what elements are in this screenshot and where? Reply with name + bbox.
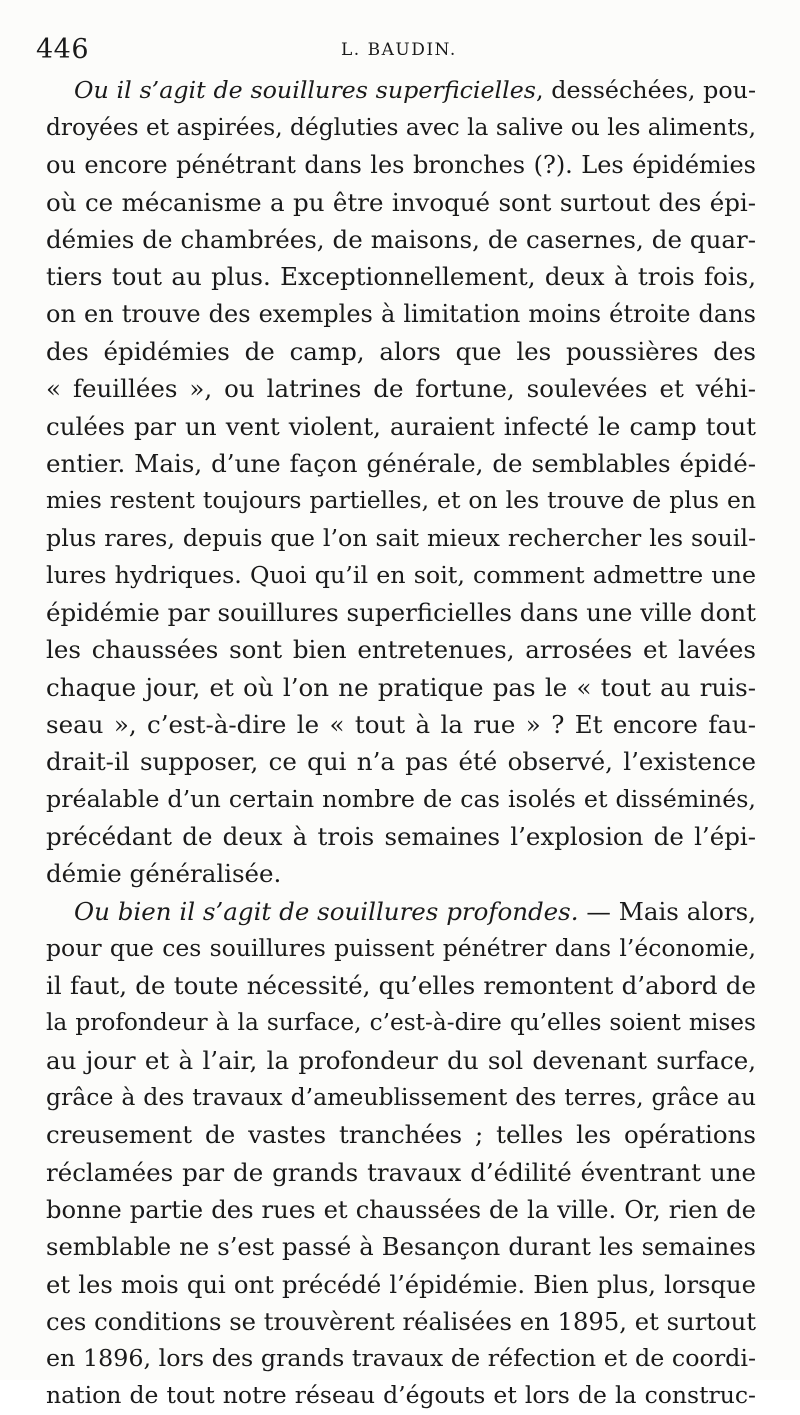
text-line [46, 109, 756, 146]
body-text [46, 72, 756, 1415]
text-segment: grâce à des travaux d’ameublissement des terres, grâce au [46, 1083, 756, 1112]
text-line [46, 930, 756, 967]
text-segment: précédant de deux à trois semaines l’explosion de l’épi- [46, 821, 756, 851]
text-line [46, 1377, 756, 1414]
text-line [46, 1191, 756, 1228]
text-line [46, 72, 756, 109]
text-segment: démie généralisée. [46, 859, 282, 889]
text-segment: réclamées par de grands travaux d’édilité éventrant une [46, 1157, 756, 1187]
text-line [46, 482, 756, 519]
text-segment: drait-il supposer, ce qui n’a pas été observé, l’existence [46, 747, 756, 777]
text-line [46, 1079, 756, 1116]
text-segment: les chaussées sont bien entretenues, arrosées et lavées [46, 635, 756, 665]
text-segment: ou encore pénétrant dans les bronches (?). Les épidémies [46, 150, 756, 179]
text-line [46, 781, 756, 818]
italic-phrase: Ou bien il s’agit de souillures profondes. [74, 896, 579, 926]
text-line [46, 594, 756, 631]
text-segment: chaque jour, et où l’on ne pratique pas le « tout au ruis- [46, 672, 756, 702]
text-line [46, 1340, 756, 1377]
text-segment: ces conditions se trouvèrent réalisées en 1895, et surtout [46, 1306, 756, 1336]
text-segment: entier. Mais, d’une façon générale, de semblables épidé- [46, 448, 756, 478]
text-line [46, 631, 756, 668]
text-segment: au jour et à l’air, la profondeur du sol devenant surface, [46, 1045, 756, 1075]
text-segment: « feuillées », ou latrines de fortune, soulevées et véhi- [46, 374, 756, 404]
text-segment: bonne partie des rues et chaussées de la ville. Or, rien de [46, 1194, 756, 1224]
text-line [46, 855, 756, 892]
text-line [46, 445, 756, 482]
text-segment: nation de tout notre réseau d’égouts et lors de la construc- [46, 1381, 756, 1410]
text-segment: , desséchées, pou- [536, 76, 757, 104]
text-line [46, 557, 756, 594]
text-segment: préalable d’un certain nombre de cas isolés et disséminés, [46, 784, 756, 813]
text-line [46, 1303, 756, 1340]
text-segment: pour que ces souillures puissent pénétrer dans l’économie, [46, 933, 756, 962]
text-line [46, 1116, 756, 1153]
text-line [46, 333, 756, 370]
text-segment: démies de chambrées, de maisons, de casernes, de quar- [46, 225, 756, 255]
text-segment: épidémie par souillures superficielles dans une ville dont [46, 598, 756, 628]
text-line [46, 706, 756, 743]
text-segment: où ce mécanisme a pu être invoqué sont surtout des épi- [46, 187, 756, 217]
text-segment: semblable ne s’est passé à Besançon durant les semaines [46, 1232, 756, 1262]
text-segment: — Mais alors, [578, 896, 756, 926]
text-line [46, 370, 756, 407]
text-segment: seau », c’est-à-dire le « tout à la rue » ? Et encore fau- [46, 710, 756, 740]
text-segment: culées par un vent violent, auraient infecté le camp tout [46, 411, 756, 441]
text-segment: en 1896, lors des grands travaux de réfection et de coordi- [46, 1344, 756, 1373]
text-line [46, 893, 756, 930]
text-line [46, 408, 756, 445]
text-line [46, 743, 756, 780]
text-line [46, 184, 756, 221]
text-segment: droyées et aspirées, dégluties avec la salive ou les aliments, [46, 114, 756, 142]
italic-phrase: Ou il s’agit de souillures superficielles [74, 76, 536, 104]
text-segment: on en trouve des exemples à limitation moins étroite dans [46, 299, 756, 328]
text-line [46, 1266, 756, 1303]
text-segment: et les mois qui ont précédé l’épidémie. Bien plus, lorsque [46, 1269, 756, 1299]
running-head [36, 34, 760, 68]
text-segment: mies restent toujours partielles, et on les trouve de plus en [46, 486, 756, 515]
text-line [46, 669, 756, 706]
text-line [46, 1042, 756, 1079]
text-line [46, 520, 756, 557]
text-line [46, 967, 756, 1004]
text-line [46, 147, 756, 184]
text-segment: creusement de vastes tranchées ; telles les opérations [46, 1120, 756, 1150]
text-segment: il faut, de toute nécessité, qu’elles remontent d’abord de [46, 971, 756, 1001]
running-title: L. BAUDIN. [341, 40, 457, 60]
text-segment: la profondeur à la surface, c’est-à-dire qu’elles soient mises [46, 1009, 756, 1037]
text-segment: plus rares, depuis que l’on sait mieux rechercher les souil- [46, 523, 756, 552]
text-segment: des épidémies de camp, alors que les poussières des [46, 337, 756, 367]
text-line [46, 221, 756, 258]
text-line [46, 296, 756, 333]
text-line [46, 1228, 756, 1265]
text-line [46, 1004, 756, 1041]
text-segment: tiers tout au plus. Exceptionnellement, deux à trois fois, [46, 262, 756, 292]
text-line [46, 818, 756, 855]
text-line [46, 258, 756, 295]
page-number: 446 [36, 34, 90, 65]
text-line [46, 1154, 756, 1191]
text-segment: lures hydriques. Quoi qu’il en soit, comment admettre une [46, 560, 756, 589]
